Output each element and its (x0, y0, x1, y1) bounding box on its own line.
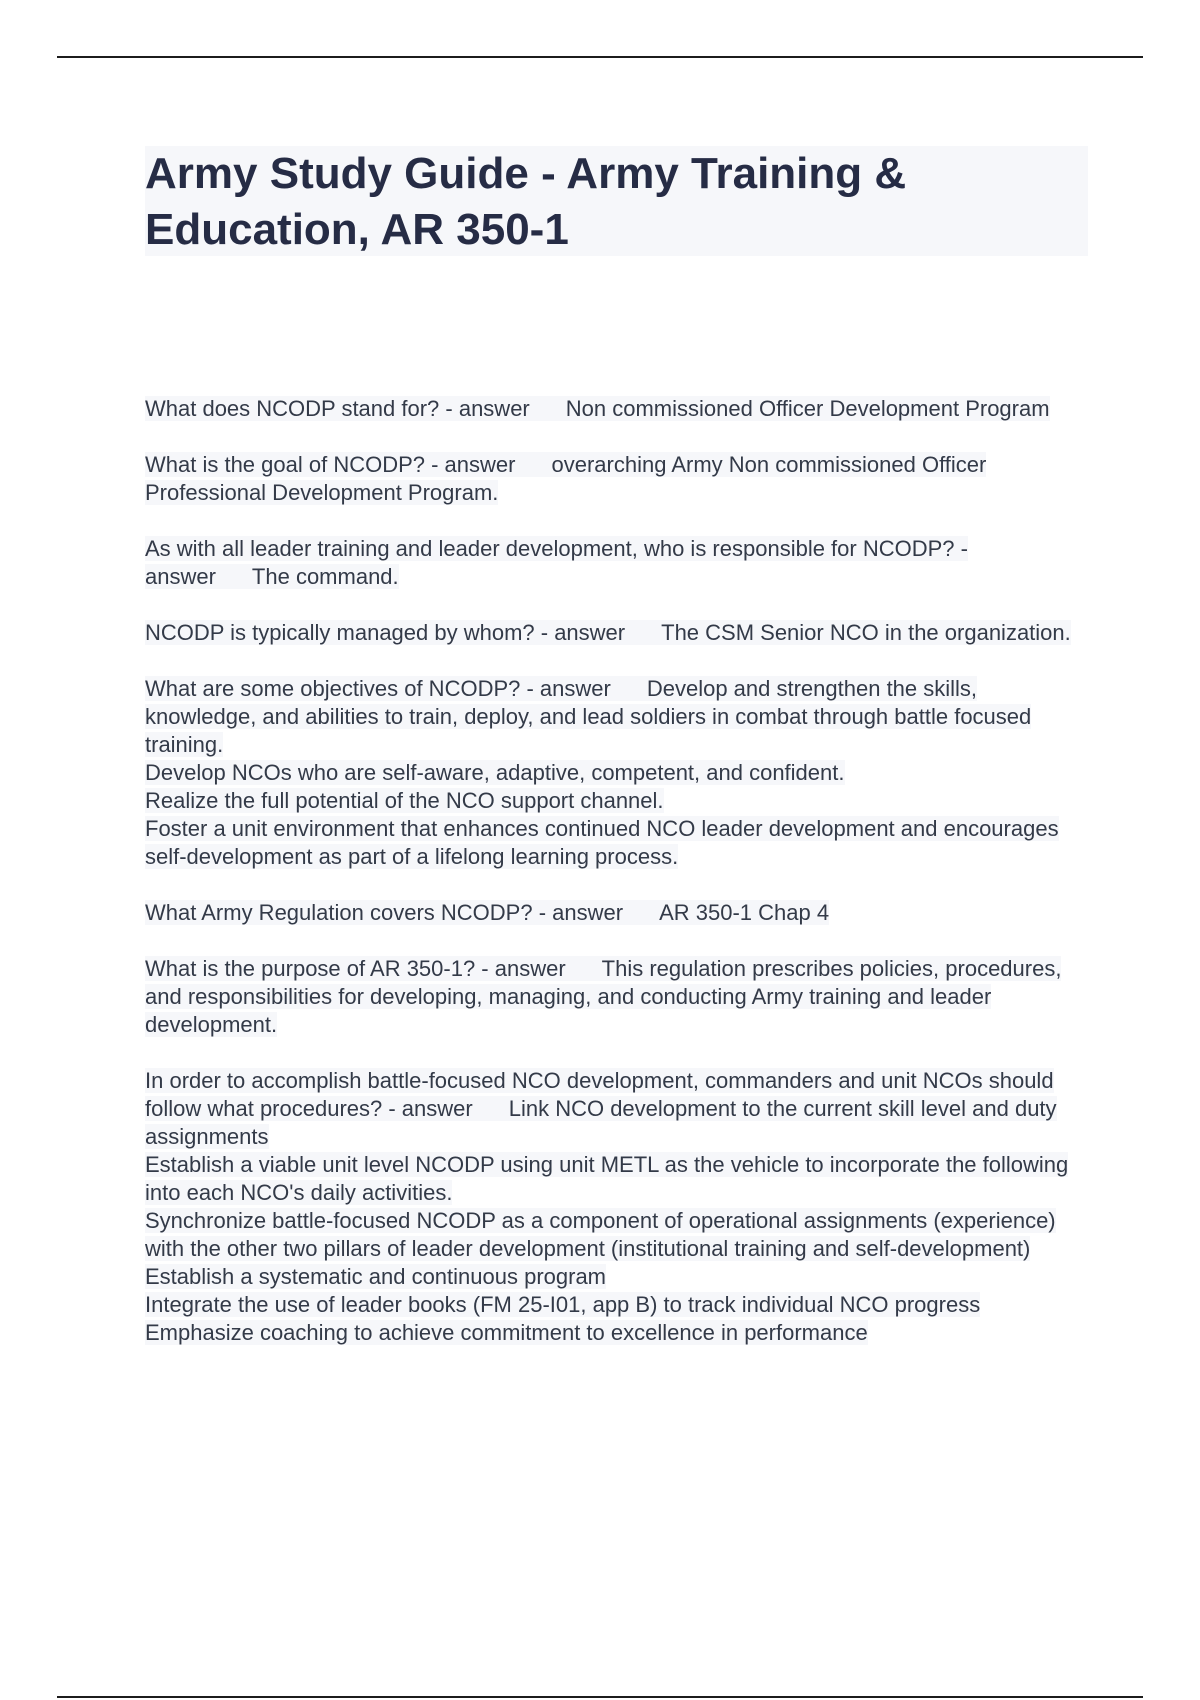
question: What are some objectives of NCODP? - answer (145, 676, 611, 701)
question: What does NCODP stand for? - answer (145, 396, 530, 421)
title-block (145, 146, 1088, 256)
answer-line: Establish a systematic and continuous program (145, 1264, 607, 1289)
top-rule (57, 56, 1143, 58)
answer-line: Foster a unit environment that enhances continued NCO leader development and encourages self-development as part of a lifelong learning process. (145, 816, 1059, 869)
answer-line: Develop NCOs who are self-aware, adaptive, competent, and confident. (145, 760, 845, 785)
answer: The command. (251, 564, 399, 589)
qa-item (145, 619, 1085, 647)
answer: This regulation prescribes policies, procedures, and responsibilities for developing, managing, and conducting Army training and leader development. (145, 956, 1062, 1037)
question: NCODP is typically managed by whom? - answer (145, 620, 626, 645)
qa-item (145, 675, 1085, 871)
answer-line: Synchronize battle-focused NCODP as a component of operational assignments (experience) with the other two pillars of leader development (institutional training and self-development) (145, 1208, 1056, 1261)
question: What is the goal of NCODP? - answer (145, 452, 516, 477)
answer-line: Emphasize coaching to achieve commitment to excellence in performance (145, 1320, 868, 1345)
bottom-rule (57, 1696, 1143, 1698)
answer: AR 350-1 Chap 4 (659, 900, 830, 925)
qa-list (145, 395, 1085, 1375)
page-title: Army Study Guide - Army Training & Education, AR 350-1 (145, 149, 907, 254)
answer-line: Establish a viable unit level NCODP using unit METL as the vehicle to incorporate the following into each NCO's daily activities. (145, 1152, 1069, 1205)
qa-item (145, 535, 1085, 591)
question: What is the purpose of AR 350-1? - answer (145, 956, 566, 981)
qa-item (145, 955, 1085, 1039)
answer: Non commissioned Officer Development Program (565, 396, 1050, 421)
question: In order to accomplish battle-focused NCO development, commanders and unit NCOs should follow what procedures? - answer (145, 1068, 1054, 1121)
answer-line: Integrate the use of leader books (FM 25-I01, app B) to track individual NCO progress (145, 1292, 981, 1317)
answer: The CSM Senior NCO in the organization. (661, 620, 1071, 645)
answer: Link NCO development to the current skill level and duty assignments (145, 1096, 1057, 1149)
answer: Develop and strengthen the skills, knowledge, and abilities to train, deploy, and lead soldiers in combat through battle focused training. (145, 676, 1032, 757)
qa-item (145, 395, 1085, 423)
qa-item (145, 451, 1085, 507)
answer-line: Realize the full potential of the NCO support channel. (145, 788, 664, 813)
qa-item (145, 899, 1085, 927)
question: As with all leader training and leader development, who is responsible for NCODP? - answer (145, 536, 968, 589)
qa-item (145, 1067, 1085, 1347)
answer: overarching Army Non commissioned Officer Professional Development Program. (145, 452, 987, 505)
question: What Army Regulation covers NCODP? - answer (145, 900, 624, 925)
